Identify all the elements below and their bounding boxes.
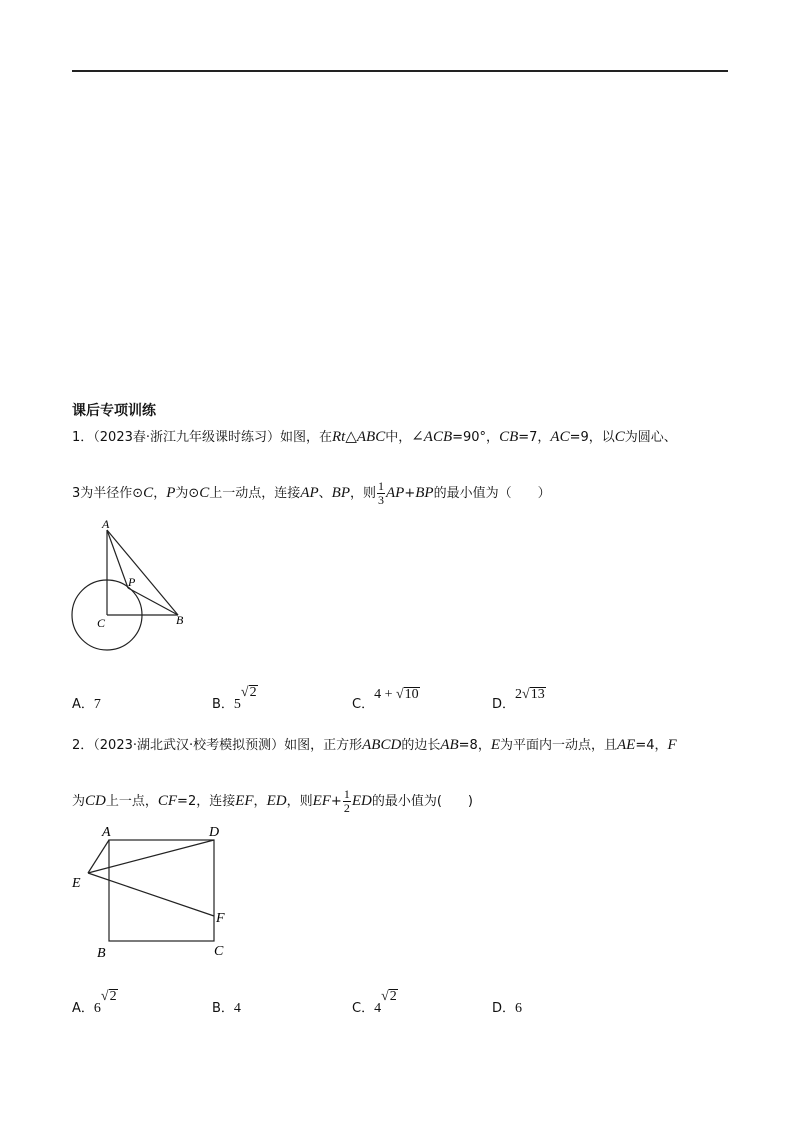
q2-figure	[66, 818, 266, 968]
q2-label-d: D	[209, 825, 220, 840]
q2-source: （2023·湖北武汉·校考模拟预测）如图，正方形	[93, 738, 363, 753]
expr: 2√13	[515, 687, 545, 702]
q1-figure	[60, 512, 200, 657]
q2-number: 2．	[72, 738, 94, 753]
q2-segment-ed	[88, 840, 214, 873]
q1-label-b: B	[176, 613, 184, 627]
q2-label-e: E	[72, 876, 81, 891]
sqrt-sign: √2	[381, 989, 397, 1004]
q2-text-line2: 为CD上一点，CF=2，连接EF，ED，则EF+ $\frac{1}{2}$ ED的最小值为( )	[72, 787, 473, 815]
sqrt-sign: √2	[240, 685, 257, 700]
q1-option-b[interactable]: B．5√2	[212, 685, 257, 712]
q1-segment-ab	[107, 530, 178, 615]
q2-fraction: $\frac{1}{2}$	[343, 787, 350, 815]
q1-segment-pb	[128, 588, 178, 615]
q1-number: 1．	[72, 430, 94, 445]
q1-option-c[interactable]: C．4 + √10	[352, 687, 419, 712]
q1-label-c: C	[97, 616, 106, 630]
q1-label-a: A	[102, 517, 110, 531]
q2-option-a[interactable]: A．6√2	[72, 989, 117, 1016]
q2-label-b: B	[97, 946, 106, 961]
q2-label-a: A	[102, 825, 111, 840]
q1-label-p: P	[128, 575, 136, 589]
q1-source: （2023春·浙江九年级课时练习）如图，在	[93, 430, 332, 445]
q2-label-f: F	[216, 911, 225, 926]
q2-label-c: C	[214, 944, 224, 959]
header-rule	[72, 70, 728, 72]
q1-text-line1: 1．（2023春·浙江九年级课时练习）如图，在Rt△ABC中，∠ACB=90°，CB=7，AC=9，以C为圆心、	[72, 429, 677, 445]
expr: 4 + √10	[374, 687, 419, 702]
q2-square-abcd	[109, 840, 214, 941]
section-title: 课后专项训练	[72, 403, 156, 419]
q1-option-a[interactable]: A．7	[72, 697, 101, 712]
sqrt-sign: √2	[100, 989, 117, 1004]
q2-option-c[interactable]: C．4√2	[352, 989, 397, 1016]
q2-option-b[interactable]: B．4	[212, 1001, 241, 1016]
q1-fraction: $\frac{1}{3}$	[378, 479, 384, 507]
q2-option-d[interactable]: D．6	[492, 1001, 523, 1016]
q1-segment-ap	[107, 530, 128, 588]
q1-text-line2: 3为半径作⊙C，P为⊙C上一动点，连接AP、BP，则 $\frac{1}{3}$ AP+BP的最小值为（ ）	[72, 479, 551, 507]
q2-text-line1: 2．（2023·湖北武汉·校考模拟预测）如图，正方形ABCD的边长AB=8，E为平面内一动点，且AE=4，F	[72, 737, 677, 753]
q1-option-d[interactable]: D．2√13	[492, 687, 545, 712]
q2-segment-ef	[88, 873, 214, 916]
